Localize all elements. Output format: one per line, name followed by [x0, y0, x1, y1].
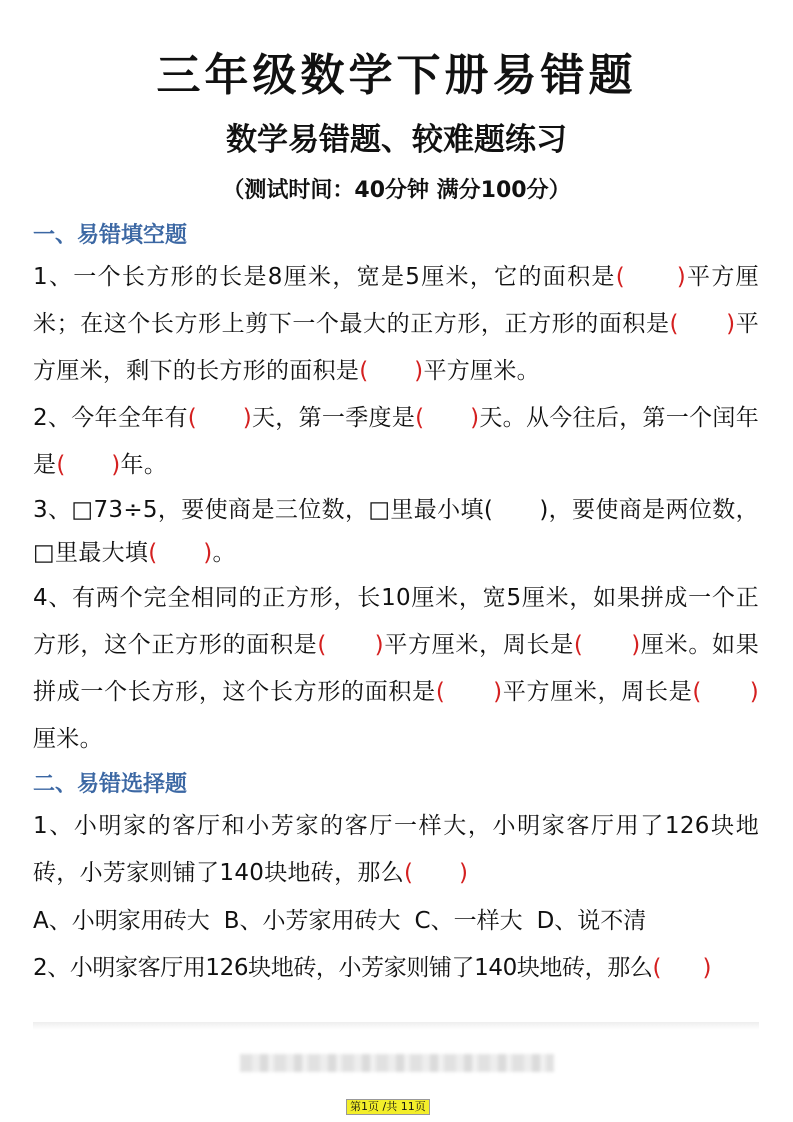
- fill-question-2: [33, 395, 759, 489]
- q2-text: 2、今年全年有: [33, 405, 188, 431]
- answer-blank: ( ): [415, 405, 480, 431]
- answer-blank: ( ): [148, 540, 213, 566]
- answer-blank: ( ): [652, 955, 712, 981]
- fill-question-4: [33, 575, 759, 763]
- document-subtitle: 数学易错题、较难题练习: [226, 122, 567, 158]
- cut-off-line: [33, 1022, 759, 1030]
- choice-options: [33, 897, 759, 945]
- q3-text: ，要使商是两位数，□里最大填: [33, 497, 759, 566]
- blurred-watermark: [240, 1054, 554, 1072]
- q2-text: 年。: [120, 452, 168, 478]
- q4-text: 平方厘米，周长是: [383, 632, 574, 658]
- q3-text: 3、□73÷5，要使商是三位数，□里最小填: [33, 497, 484, 523]
- answer-blank: ( ): [187, 405, 252, 431]
- fill-question-1: [33, 254, 759, 395]
- q4-text: 4、有两个完全相同的正方形，长10厘米，宽5厘米，如果拼成一个正方形，这个正方形的面积是: [33, 585, 759, 658]
- option-c: C、一样大: [414, 908, 523, 934]
- answer-blank: ( ): [359, 358, 424, 384]
- q1-text: 1、一个长方形的长是8厘米，宽是5厘米，它的面积是: [33, 264, 616, 290]
- answer-blank: ( ): [317, 632, 384, 658]
- choice-q2-text: 2、小明家客厅用126块地砖，小芳家则铺了140块地砖，那么: [33, 955, 653, 981]
- option-b: B、小芳家用砖大: [223, 908, 401, 934]
- worksheet-body: [33, 218, 759, 992]
- answer-blank: ( ): [573, 632, 641, 658]
- test-time-note: （测试时间：40分钟 满分100分）: [222, 178, 571, 203]
- option-a: A、小明家用砖大: [33, 908, 210, 934]
- q2-text: 天，第一季度是: [252, 405, 416, 431]
- choice-question-1: [33, 803, 759, 897]
- choice-q1-text: 1、小明家的客厅和小芳家的客厅一样大，小明家客厅用了126块地砖，小芳家则铺了140块地砖，那么: [33, 813, 759, 886]
- choice-question-2: [33, 945, 759, 992]
- answer-blank: ( ): [692, 679, 760, 705]
- q4-text: 厘米。: [33, 726, 103, 752]
- document-title: 三年级数学下册易错题: [156, 50, 637, 101]
- q1-text: 平方厘米；在这个长方形上剪下一个最大的正方形，正方形的面积是: [33, 264, 759, 337]
- answer-blank: ( ): [615, 264, 687, 290]
- answer-blank: ( ): [435, 679, 503, 705]
- section1-heading: 一、易错填空题: [33, 223, 188, 248]
- answer-blank: ( ): [669, 311, 736, 337]
- q1-text: 平方厘米，剩下的长方形的面积是: [33, 311, 759, 384]
- answer-blank: ( ): [483, 497, 549, 523]
- q4-text: 平方厘米，周长是: [502, 679, 693, 705]
- q2-text: 天。从今往后，第一个闰年是: [33, 405, 759, 478]
- option-d: D、说不清: [536, 908, 647, 934]
- q3-text: 。: [212, 540, 236, 566]
- page-number: 第1页 /共 11页: [346, 1099, 430, 1115]
- fill-question-3: [33, 489, 759, 575]
- q4-text: 厘米。如果拼成一个长方形，这个长方形的面积是: [33, 632, 760, 705]
- section2-heading: 二、易错选择题: [33, 772, 188, 797]
- answer-blank: ( ): [56, 452, 121, 478]
- answer-blank: ( ): [404, 860, 469, 886]
- q1-text: 平方厘米。: [423, 358, 540, 384]
